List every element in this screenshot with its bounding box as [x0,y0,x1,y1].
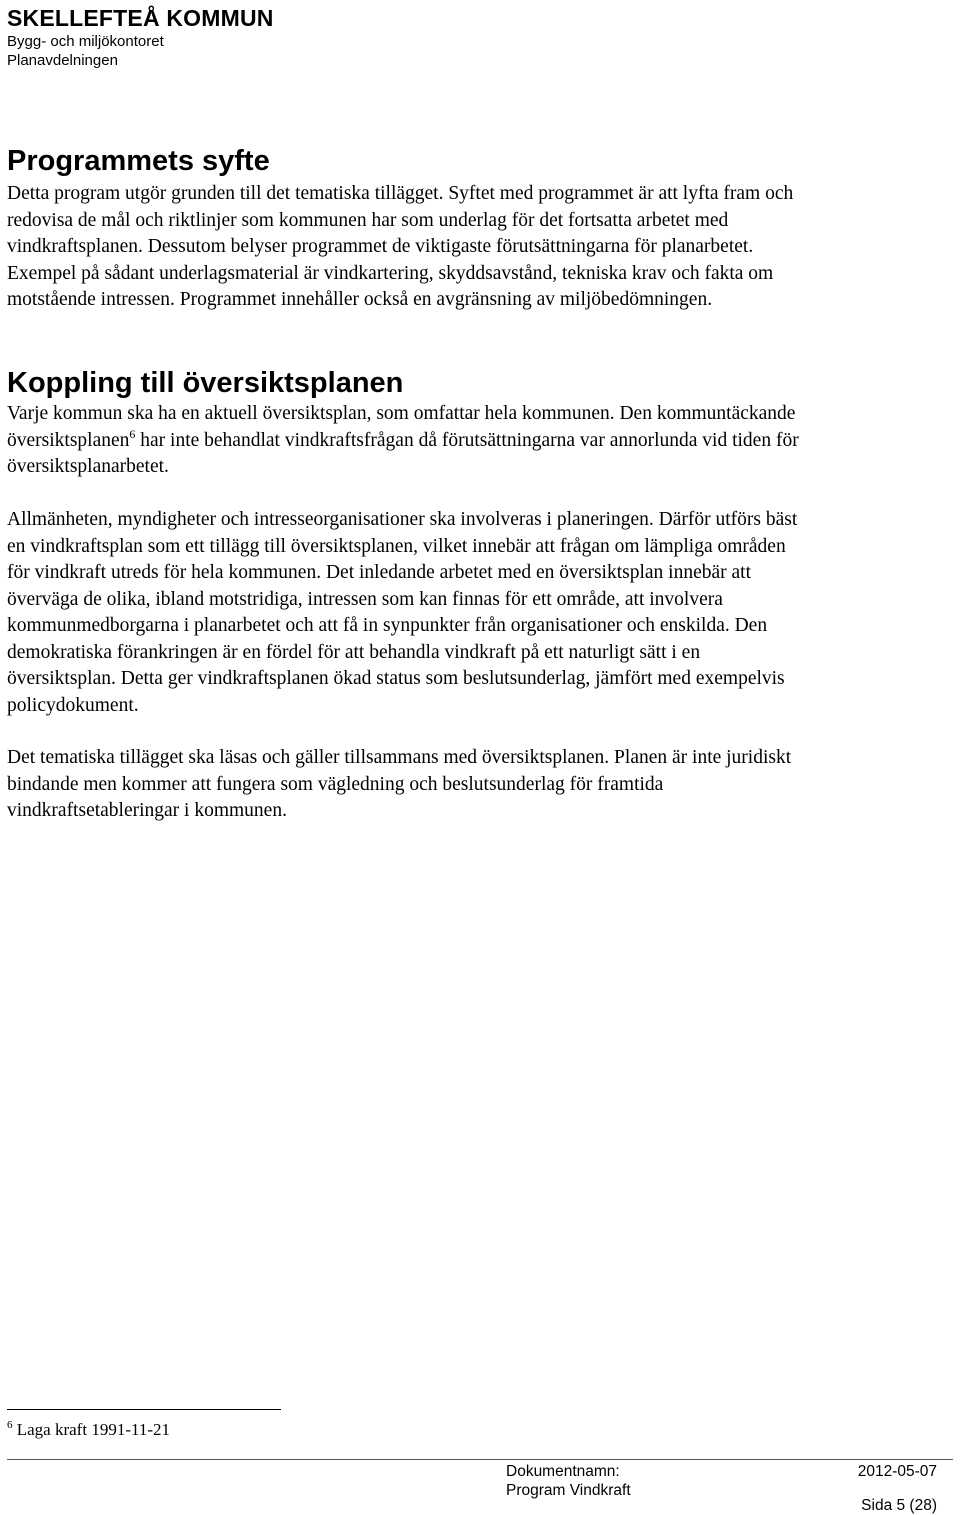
text-line: Varje kommun ska ha en aktuell översiktsplan, som omfattar hela kommunen. Den kommuntäckande [7,403,796,424]
text-line: översiktsplanarbetet. [7,456,169,477]
text-line: för vindkraft utreds för hela kommunen. Det inledande arbetet med en översiktsplan innebär att [7,562,751,583]
document-header [7,4,274,70]
text-line: Allmänheten, myndigheter och intresseorganisationer ska involveras i planeringen. Därför utförs bäst [7,509,798,530]
text-line: vindkraftsetableringar i kommunen. [7,800,287,821]
paragraph-koppling-2 [7,507,947,719]
paragraph-programmets-syfte [7,181,947,314]
footer-divider [7,1459,953,1460]
text-line: redovisa de mål och riktlinjer som kommunen har som underlag för det fortsatta arbetet med [7,209,729,231]
footnote-divider [7,1409,281,1410]
footnote [7,1418,170,1442]
text-line: Detta program utgör grunden till det tematiska tillägget. Syftet med programmet är att lyfta fram och [7,183,794,204]
section-heading-programmets-syfte: Programmets syfte [7,145,270,177]
department-name: Planavdelningen [7,52,118,69]
text-line: motstående intressen. Programmet innehåller också en avgränsning av miljöbedömningen. [7,289,713,310]
footer-page-number: Sida 5 (28) [861,1497,937,1514]
footnote-number: 6 [7,1419,13,1431]
paragraph-koppling-3 [7,745,947,825]
text-line: kommunmedborgarna i planarbetet och att få in synpunkter från organisationer och enskilda. Den [7,615,768,636]
text-line: demokratiska förankringen är en fördel för att behandla vindkraft på ett naturligt sätt i en [7,641,701,663]
text-line: översiktsplan. Detta ger vindkraftsplanen ökad status som beslutsunderlag, jämfört med exempelvis [7,668,785,689]
text-line: policydokument. [7,694,139,716]
text-segment: översiktsplanen [7,429,130,451]
text-segment: har inte behandlat vindkraftsfrågan då förutsättningarna var annorlunda vid tiden för [135,429,799,451]
footer-doc-label: Dokumentnamn: [506,1463,620,1480]
text-line [7,428,947,455]
office-name: Bygg- och miljökontoret [7,33,164,50]
paragraph-koppling-1 [7,401,947,481]
text-line: Det tematiska tillägget ska läsas och gäller tillsammans med översiktsplanen. Planen är inte juridiskt [7,747,792,768]
text-line: Exempel på sådant underlagsmaterial är vindkartering, skyddsavstånd, tekniska krav och fakta om [7,262,774,284]
footer-doc-name: Program Vindkraft [506,1482,631,1499]
text-line: bindande men kommer att fungera som vägledning och beslutsunderlag för framtida [7,773,664,795]
organization-name: SKELLEFTEÅ KOMMUN [7,5,274,31]
text-line: en vindkraftsplan som ett tillägg till översiktsplanen, vilket innebär att frågan om lämpliga områden [7,535,786,557]
footnote-text: Laga kraft 1991-11-21 [12,1420,171,1439]
section-heading-koppling: Koppling till översiktsplanen [7,367,404,399]
text-line: vindkraftsplanen. Dessutom belyser programmet de viktigaste förutsättningarna för planarbetet. [7,236,754,257]
footer-date: 2012-05-07 [857,1463,937,1480]
footnote-reference[interactable]: 6 [129,426,136,441]
text-line: överväga de olika, ibland motstridiga, intressen som kan finnas för ett område, att involvera [7,588,723,610]
